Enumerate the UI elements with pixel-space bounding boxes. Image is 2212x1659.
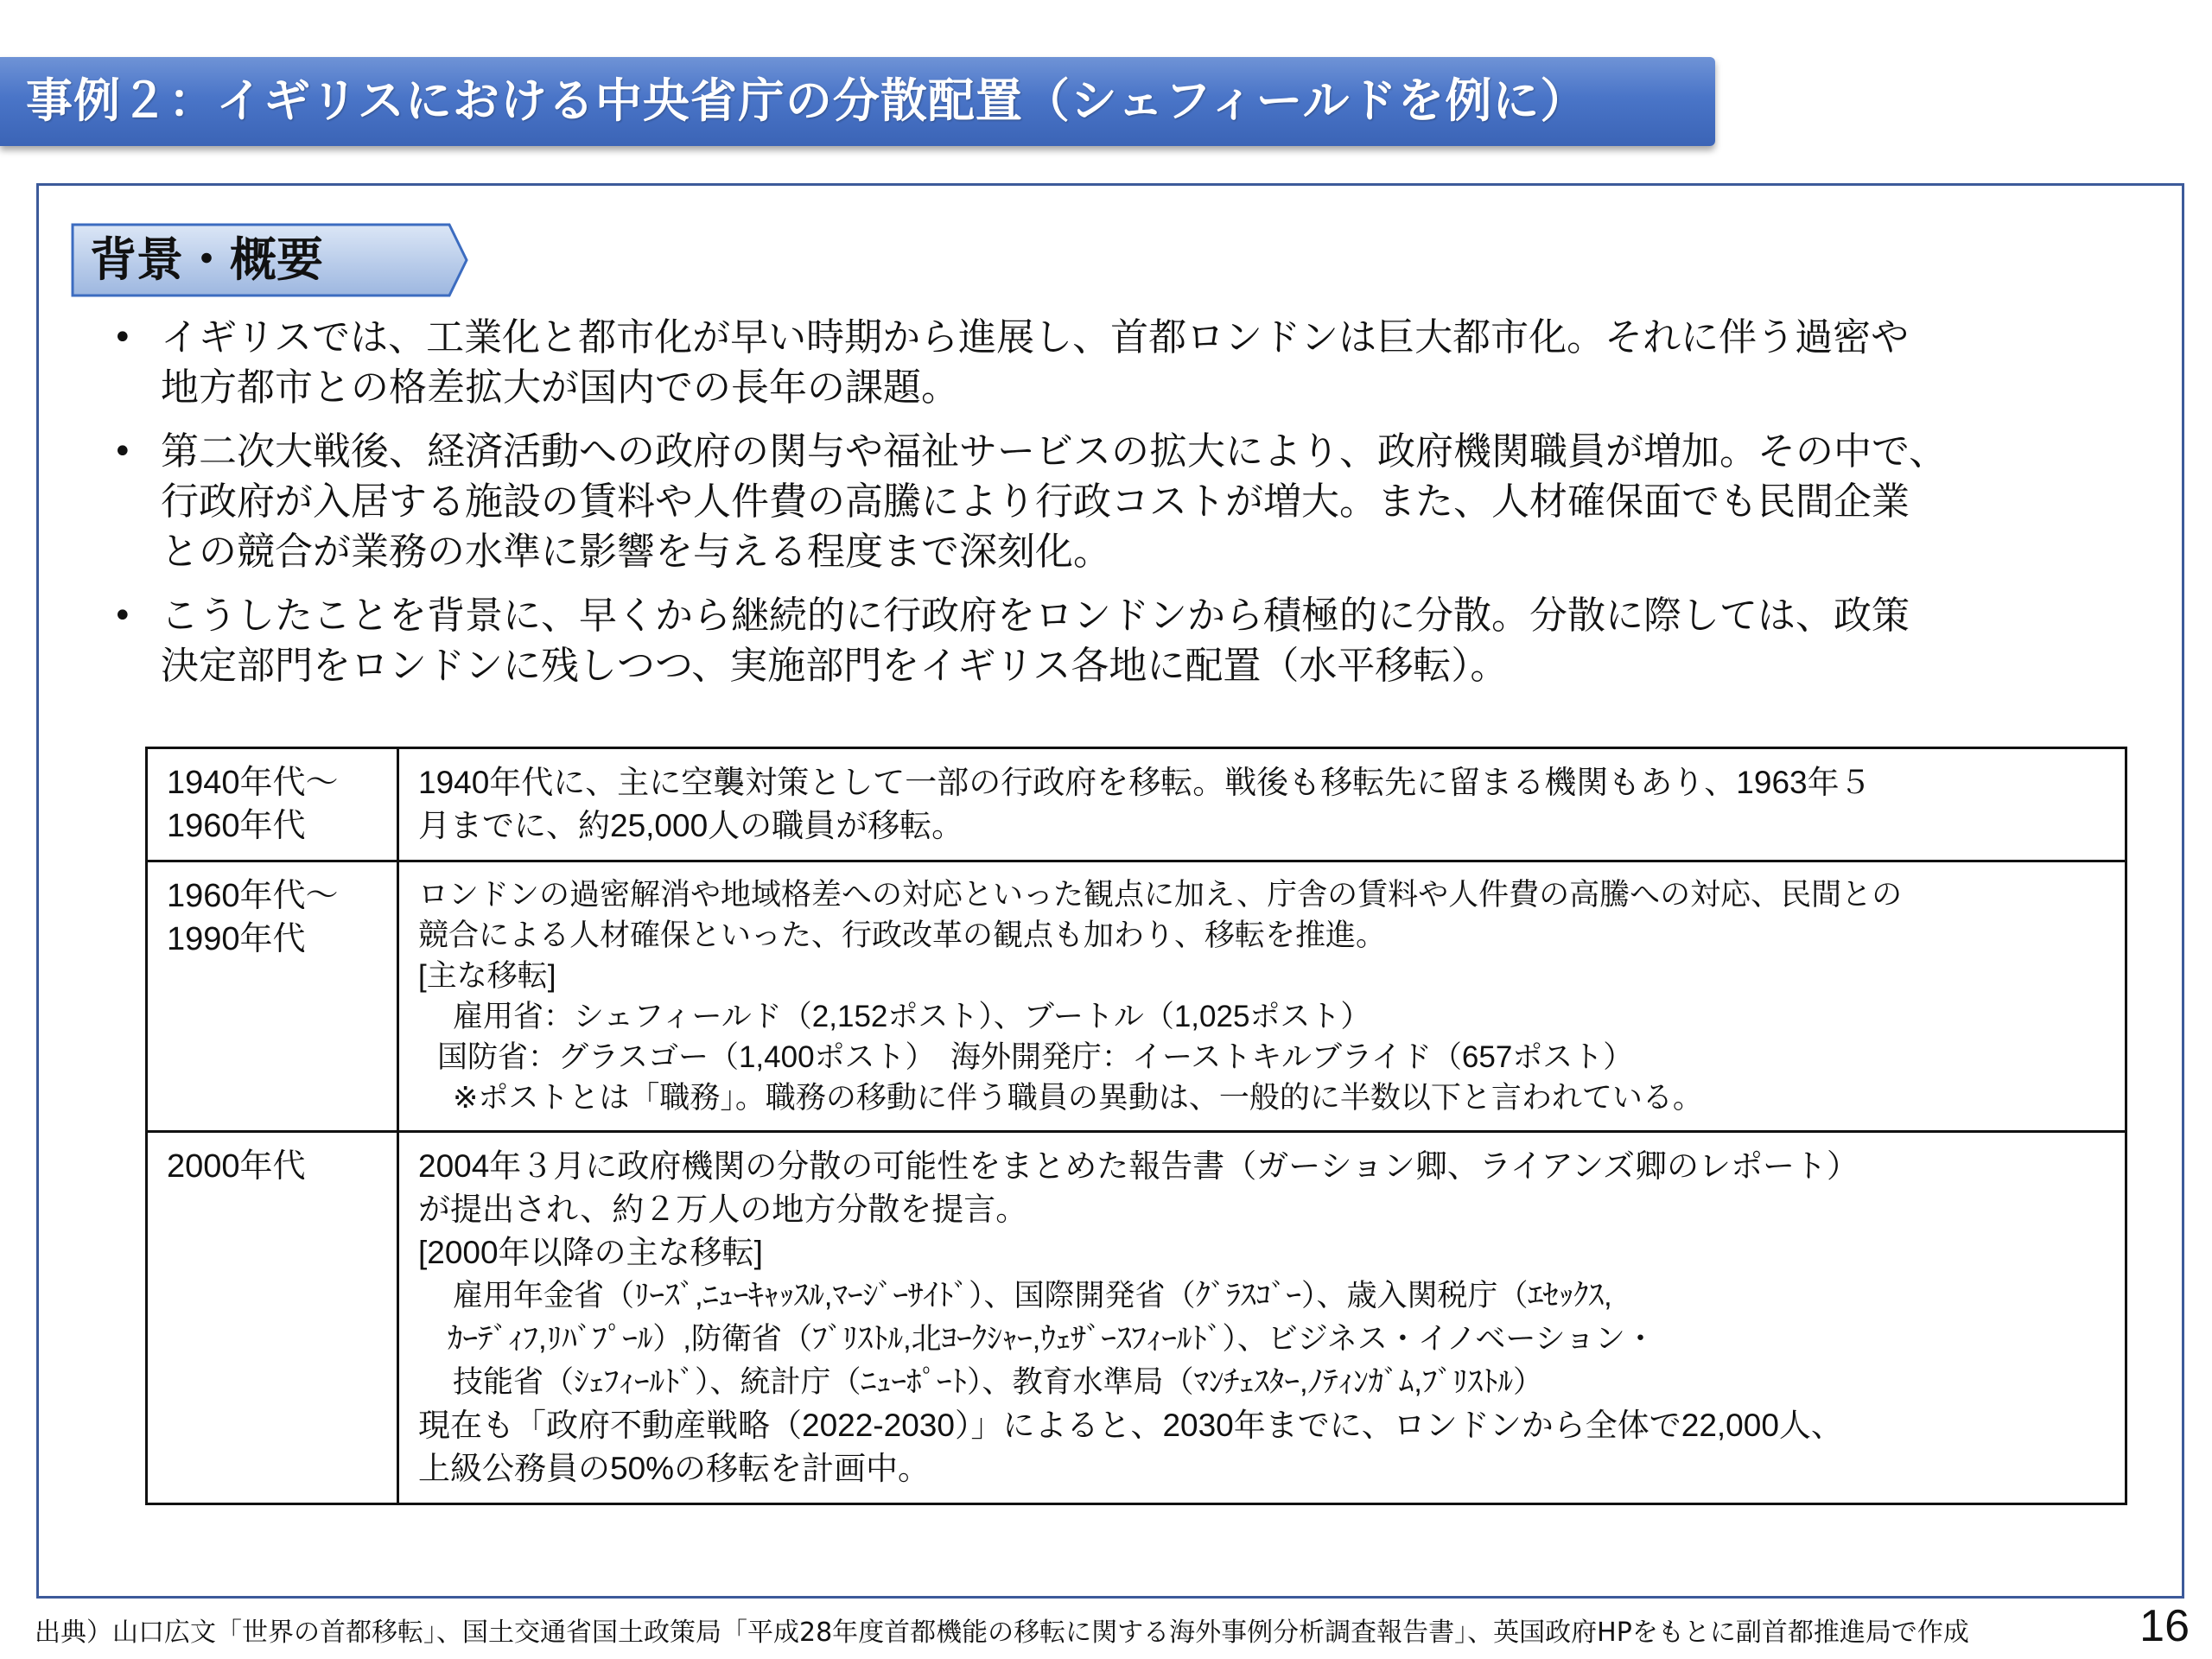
bullet-dot-icon: • [112, 432, 133, 472]
description-cell [398, 1132, 2126, 1504]
bullet-line: 決定部門をロンドンに残しつつ、実施部門をイギリス各地に配置（水平移転）。 [161, 644, 1509, 688]
bullet-line: 行政府が入居する施設の賃料や人件費の高騰により行政コストが増大。また、人材確保面でも民間企業 [161, 480, 1910, 524]
bullet-dot-icon: • [112, 596, 133, 636]
description-line: 2004年３月に政府機関の分散の可能性をまとめた報告書（ガーション卿、ライアンズ卿のレポート） [418, 1148, 1859, 1184]
bullet-line: 第二次大戦後、経済活動への政府の関与や福祉サービスの拡大により、政府機関職員が増加。その中で、 [161, 429, 1948, 474]
description-line: 競合による人材確保といった、行政改革の観点も加わり、移転を推進。 [418, 918, 1387, 952]
description-line: ｶｰﾃﾞｨﾌ,ﾘﾊﾞﾌﾟｰﾙ）,防衛省（ﾌﾞﾘｽﾄﾙ,北ﾖｰｸｼｬｰ,ｳｪｻﾞｰｽﾌｨｰﾙﾄﾞ）、ビジネス・イノベーション・ [448, 1322, 1656, 1356]
description-line: [2000年以降の主な移転] [418, 1235, 763, 1270]
page-number: 16 [2139, 1601, 2190, 1651]
bullet-line: 地方都市との格差拡大が国内での長年の課題。 [161, 365, 959, 410]
description-line: 技能省（ｼｪﾌｨｰﾙﾄﾞ）、統計庁（ﾆｭｰﾎﾟｰﾄ）、教育水準局（ﾏﾝﾁｪｽﾀｰ,ﾉﾃｨﾝｶﾞﾑ,ﾌﾞﾘｽﾄﾙ） [453, 1365, 1543, 1399]
description-line: 雇用年金省（ﾘｰｽﾞ,ﾆｭｰｷｬｯｽﾙ,ﾏｰｼﾞｰｻｲﾄﾞ）、国際開発省（ｸﾞﾗｽｺﾞｰ）、歳入関税庁（ｴｾｯｸｽ, [453, 1279, 1612, 1313]
period-cell [147, 861, 398, 1132]
period-text: 1990年代 [167, 921, 306, 957]
period-cell [147, 1132, 398, 1504]
section-label-text: 背景・概要 [90, 232, 323, 287]
description-line: ロンドンの過密解消や地域格差への対応といった観点に加え、庁舎の賃料や人件費の高騰への対応、民間との [418, 878, 1903, 912]
relocation-timeline-table [145, 747, 2127, 1505]
bullet-item [112, 427, 2186, 577]
table-row [147, 748, 2126, 861]
overview-bullet-list [112, 313, 2186, 705]
description-cell [398, 861, 2126, 1132]
bullet-line: との競合が業務の水準に影響を与える程度まで深刻化。 [161, 530, 1111, 574]
period-text: 2000年代 [167, 1148, 306, 1185]
period-text: 1960年代～ [167, 878, 339, 914]
section-label [71, 223, 468, 297]
description-line: 月までに、約25,000人の職員が移転。 [418, 808, 964, 843]
description-line: 1940年代に、主に空襲対策として一部の行政府を移転。戦後も移転先に留まる機関もあり、1963年５ [418, 765, 1872, 800]
slide-title: 事例２：イギリスにおける中央省庁の分散配置（シェフィールドを例に） [26, 73, 1588, 128]
period-text: 1960年代 [167, 808, 306, 844]
description-cell [398, 748, 2126, 861]
source-note: 出典）山口広文「世界の首都移転」、国土交通省国土政策局「平成28年度首都機能の移転に関する海外事例分析調査報告書」、英国政府HPをもとに副首都推進局で作成 [35, 1618, 1969, 1648]
description-line: [主な移転] [418, 959, 556, 993]
description-line: 国防省：グラスゴー（1,400ポスト） 海外開発庁：イーストキルブライド（657ポスト） [437, 1040, 1634, 1074]
bullet-line: イギリスでは、工業化と都市化が早い時期から進展し、首都ロンドンは巨大都市化。それに伴う過密や [161, 315, 1910, 359]
title-banner [0, 57, 1715, 146]
table-row [147, 1132, 2126, 1504]
bullet-item [112, 591, 2186, 691]
bullet-item [112, 313, 2186, 413]
description-line: 雇用省：シェフィールド（2,152ポスト）、ブートル（1,025ポスト） [453, 1000, 1371, 1033]
bullet-line: こうしたことを背景に、早くから継続的に行政府をロンドンから積極的に分散。分散に際しては、政策 [161, 594, 1910, 638]
description-line: 現在も「政府不動産戦略（2022-2030）」によると、2030年までに、ロンドンから全体で22,000人、 [418, 1408, 1843, 1443]
table-row [147, 861, 2126, 1132]
description-line: ※ポストとは「職務」。職務の移動に伴う職員の異動は、一般的に半数以下と言われている。 [453, 1081, 1703, 1115]
period-text: 1940年代～ [167, 765, 339, 801]
description-line: 上級公務員の50%の移転を計画中。 [418, 1451, 931, 1486]
description-line: が提出され、約２万人の地方分散を提言。 [418, 1192, 1028, 1227]
period-cell [147, 748, 398, 861]
bullet-dot-icon: • [112, 318, 133, 358]
